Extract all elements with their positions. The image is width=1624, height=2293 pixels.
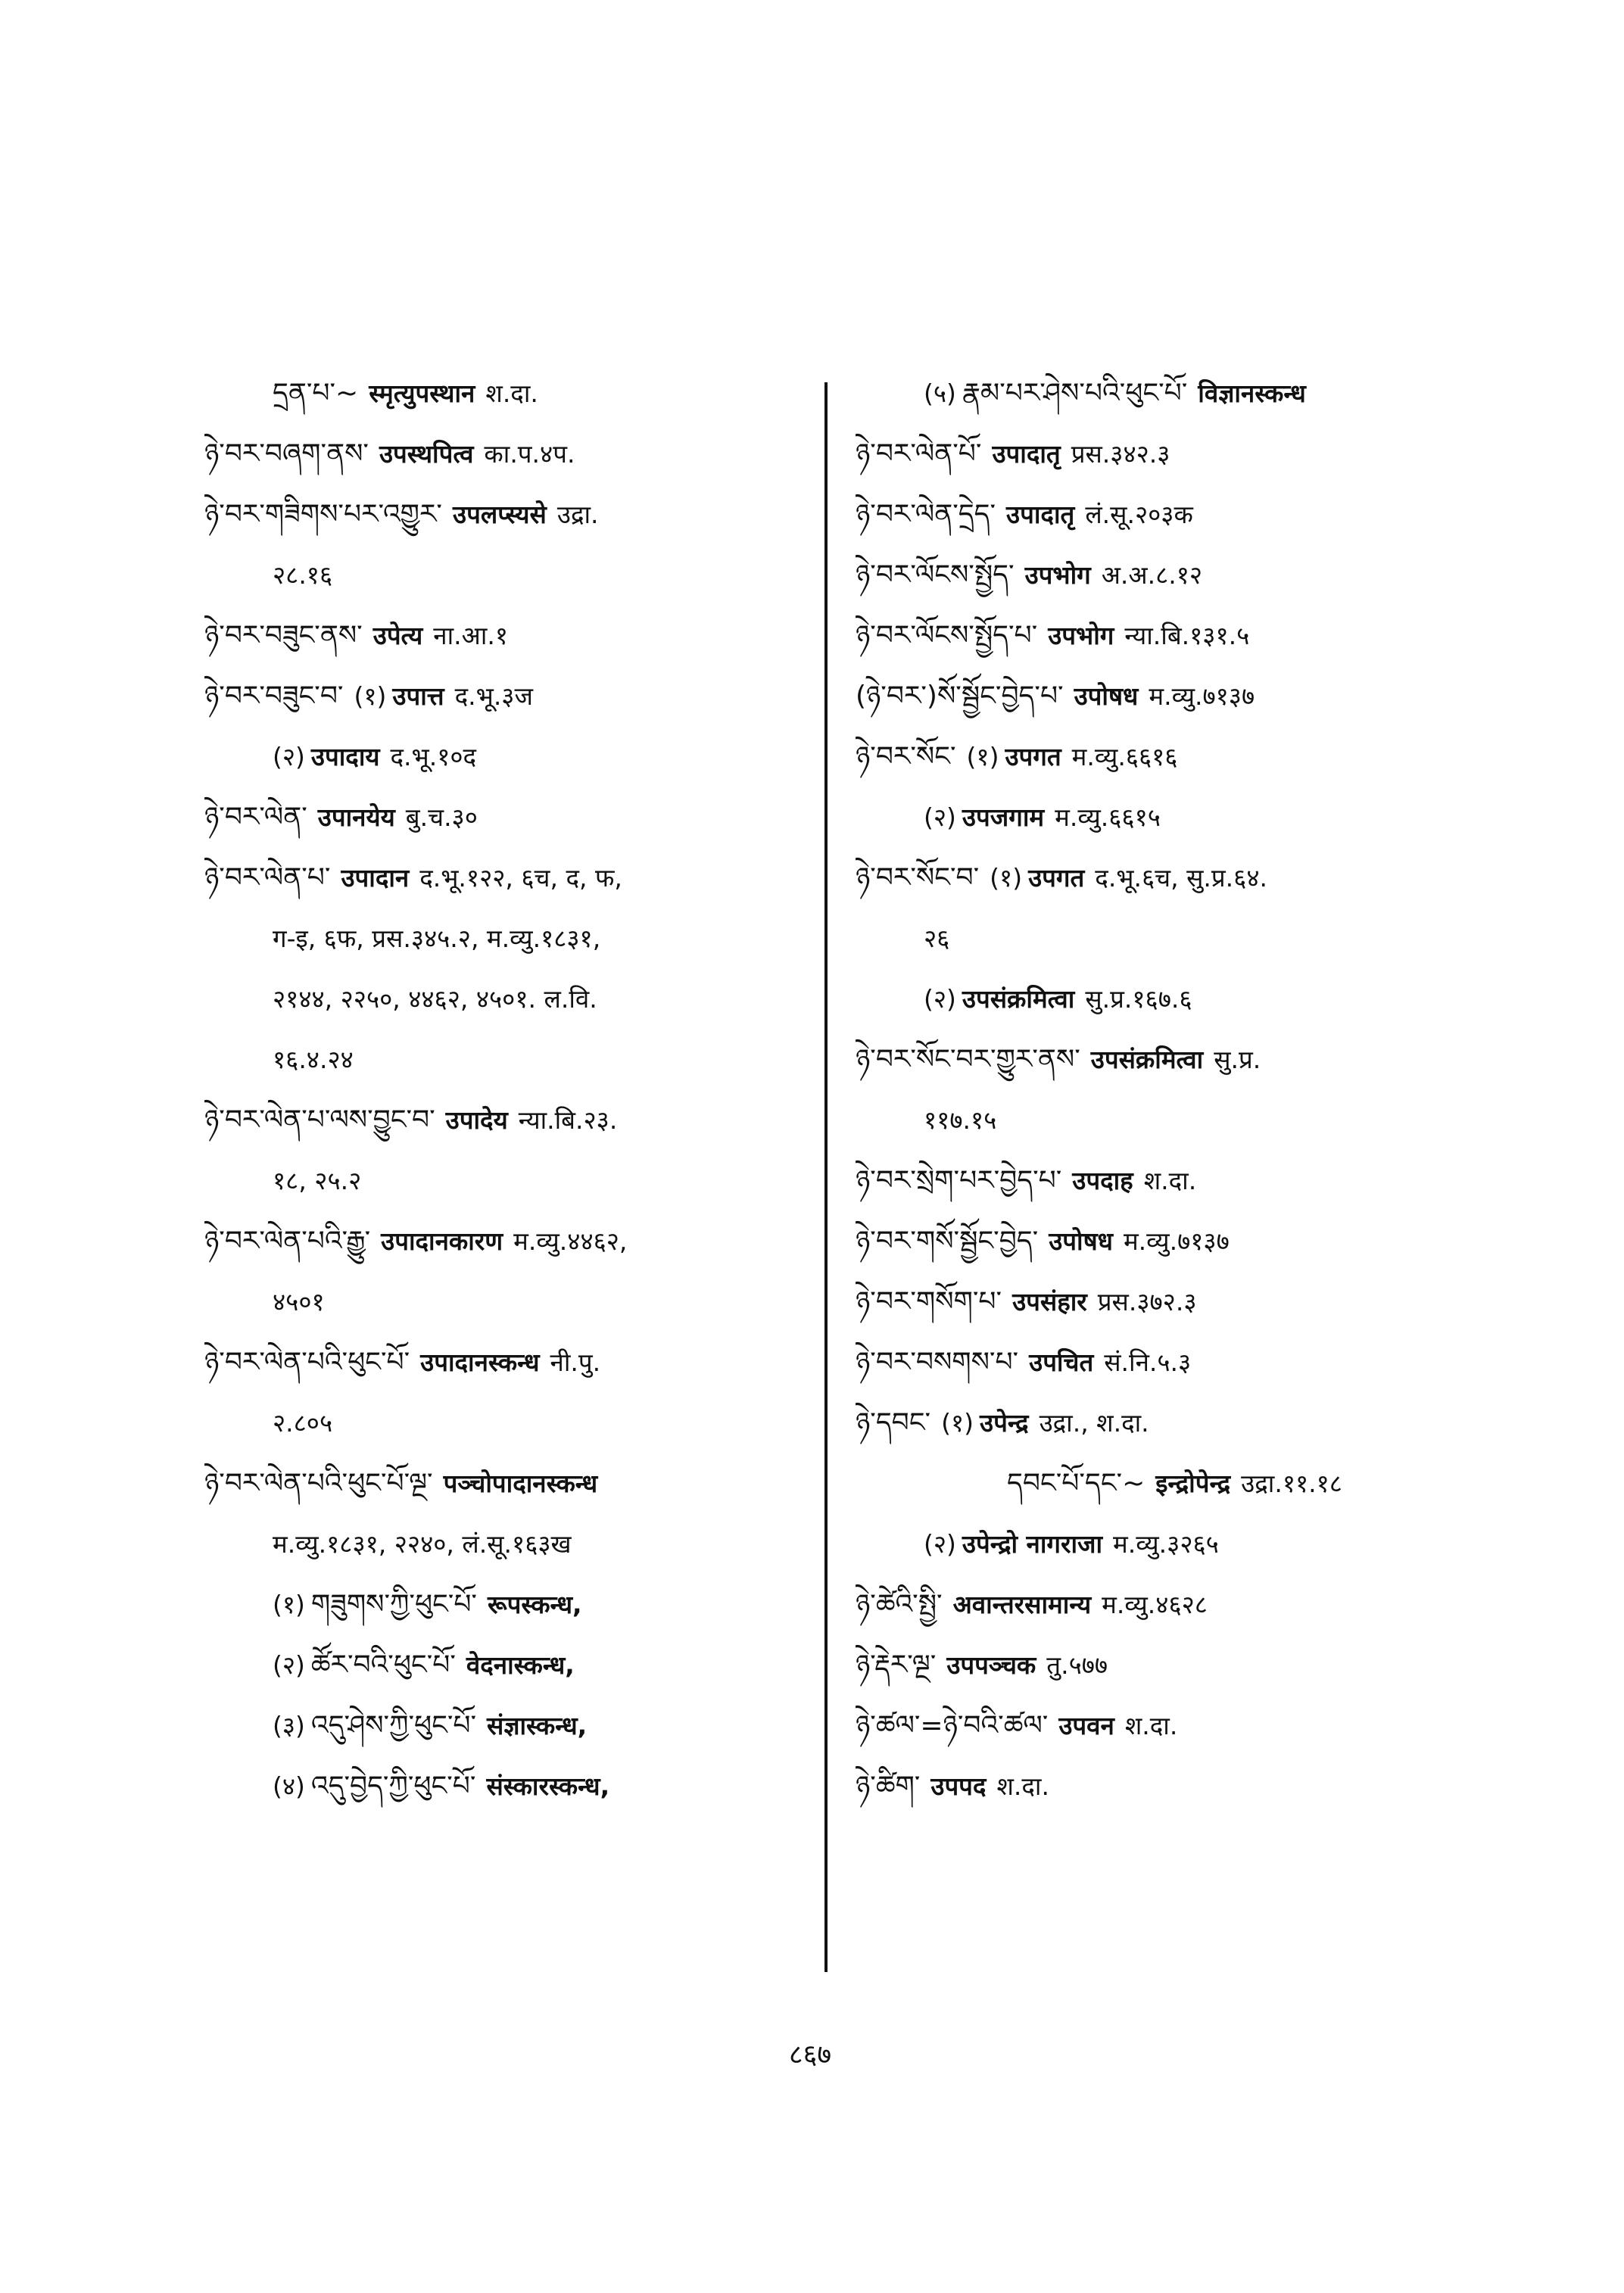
sanskrit-equivalent: उपसंक्रमित्वा	[962, 984, 1075, 1014]
source-reference: उद्रा.११.१८	[1241, 1469, 1342, 1498]
sense-number: (२)	[273, 742, 305, 771]
sense-number: (१)	[273, 1590, 305, 1619]
source-reference: बु.च.३०	[405, 802, 478, 832]
entry-line	[204, 1756, 803, 1817]
entry-line	[856, 1514, 1476, 1575]
source-reference: का.प.४प.	[484, 439, 575, 469]
sanskrit-equivalent: अवान्तरसामान्य	[952, 1590, 1092, 1619]
source-reference: उद्रा., श.दा.	[1039, 1408, 1149, 1438]
sense-number: (१)	[354, 681, 387, 711]
sanskrit-equivalent: रूपस्कन्ध,	[487, 1590, 582, 1619]
sanskrit-equivalent: उपात्त	[392, 681, 444, 711]
sanskrit-equivalent: उपभोग	[1048, 621, 1114, 650]
tibetan-headword: རྣམ་པར་ཤེས་པའི་ཕུང་པོ་	[962, 378, 1188, 409]
entry-line	[856, 1635, 1476, 1696]
entry-line	[204, 666, 803, 727]
source-reference: ४५०१	[273, 1287, 325, 1316]
tibetan-headword: ཉེ་རྡེར་ལྔ་	[856, 1650, 937, 1681]
entry-line	[204, 787, 803, 848]
source-reference: म.व्यु.७१३७	[1149, 681, 1255, 711]
source-reference: उद्रा.	[556, 500, 599, 529]
entry-line	[856, 1393, 1476, 1453]
source-reference: प्रस.३४२.३	[1071, 439, 1170, 469]
sense-number: (१)	[966, 742, 999, 771]
tibetan-headword: (ཉེ་བར་)སོ་སྦྱོང་བྱེད་པ་	[856, 681, 1064, 712]
sense-number: (२)	[273, 1650, 305, 1680]
sanskrit-equivalent: उपादानस्कन्ध	[420, 1347, 540, 1377]
sense-number: (१)	[941, 1408, 974, 1438]
column-divider	[824, 382, 828, 1972]
source-reference: म.व्यु.७१३७	[1123, 1226, 1230, 1256]
source-reference: म.व्यु.४६२८	[1102, 1590, 1208, 1619]
right-column	[856, 363, 1476, 1817]
source-reference: श.दा.	[996, 1771, 1049, 1801]
entry-line	[856, 1332, 1476, 1393]
tibetan-headword: ཉེ་བར་ལེན་	[204, 802, 307, 833]
sanskrit-equivalent: उपेन्द्र	[980, 1408, 1029, 1438]
entry-line	[204, 424, 803, 484]
tibetan-headword: ཉེ་བར་སྲེག་པར་བྱེད་པ་	[856, 1165, 1062, 1196]
sanskrit-equivalent: स्मृत्युपस्थान	[369, 379, 475, 408]
sanskrit-equivalent: उपचित	[1029, 1347, 1094, 1377]
entry-line	[856, 727, 1476, 787]
entry-line	[204, 1332, 803, 1393]
tibetan-headword: ཉེ་བར་སོང་བར་གྱུར་ནས་	[856, 1044, 1080, 1075]
entry-line	[204, 363, 803, 424]
tibetan-headword: དབང་པོ་དང་~	[1007, 1468, 1146, 1499]
tibetan-headword: ཉེ་དབང་	[856, 1407, 931, 1438]
source-reference: द.भू.१२२, ६च, द, फ,	[419, 863, 622, 893]
sense-number: (३)	[273, 1711, 305, 1740]
entry-line	[856, 484, 1476, 545]
entry-line	[856, 1030, 1476, 1090]
entry-line	[856, 1756, 1476, 1817]
tibetan-headword: ཉེ་ཚལ་=ཉེ་བའི་ཚལ་	[856, 1710, 1049, 1741]
entry-line	[856, 1151, 1476, 1211]
entry-line	[856, 424, 1476, 484]
sanskrit-equivalent: संज्ञास्कन्ध,	[487, 1711, 588, 1740]
tibetan-headword: ཉེ་བར་བསགས་པ་	[856, 1347, 1019, 1378]
entry-line	[204, 1090, 803, 1151]
tibetan-headword: ཉེ་བར་སོང་	[856, 741, 956, 772]
tibetan-headword: ཉེ་བར་ལེན་པའི་རྒྱུ་	[204, 1226, 371, 1257]
source-reference: श.दा.	[1124, 1711, 1178, 1740]
tibetan-headword: ཉེ་བར་ལེན་དྲེད་	[856, 499, 996, 530]
sanskrit-equivalent: उपपद	[930, 1771, 987, 1801]
source-reference: श.दा.	[1143, 1166, 1197, 1195]
source-reference: सु.प्र.	[1214, 1045, 1261, 1074]
entry-line	[204, 1453, 803, 1514]
entry-line	[204, 848, 803, 908]
entry-line	[204, 1030, 803, 1090]
tibetan-headword: ཉེ་བར་བཟུང་ནས་	[204, 620, 363, 651]
entry-line	[856, 908, 1476, 969]
tibetan-headword: ཉེ་བར་ལེན་པ་	[204, 862, 331, 893]
tibetan-headword: ཉེ་བར་གཟིགས་པར་འགྱུར་	[204, 499, 442, 530]
sanskrit-equivalent: इन्द्रोपेन्द्र	[1155, 1469, 1231, 1498]
source-reference: द.भू.६च, सु.प्र.६४.	[1095, 863, 1267, 893]
sanskrit-equivalent: उपोषध	[1074, 681, 1139, 711]
entry-line	[856, 969, 1476, 1030]
entry-line	[204, 1211, 803, 1272]
entry-line	[204, 1696, 803, 1756]
source-reference: नी.पु.	[550, 1347, 601, 1377]
sense-number: (२)	[924, 802, 956, 832]
source-reference: म.व्यु.६६१५	[1055, 802, 1161, 832]
source-reference: द.भू.३ज	[454, 681, 533, 711]
source-reference: अ.अ.८.१२	[1101, 560, 1203, 590]
source-reference: ११७.१५	[924, 1105, 997, 1135]
sanskrit-equivalent: उपादाय	[310, 742, 380, 771]
source-reference: २८.१६	[273, 560, 333, 590]
source-reference: श.दा.	[485, 379, 538, 408]
tibetan-headword: ཉེ་བར་ལོངས་སྤྱོད་	[856, 559, 1015, 590]
sanskrit-equivalent: उपपञ्चक	[946, 1650, 1036, 1680]
entry-line	[856, 363, 1476, 424]
source-reference: न्या.बि.२३.	[518, 1105, 618, 1135]
entry-line	[204, 1575, 803, 1635]
sanskrit-equivalent: उपभोग	[1024, 560, 1091, 590]
tibetan-headword: འདུ་བྱེད་ཀྱི་ཕུང་པོ་	[310, 1771, 476, 1802]
entry-line	[856, 848, 1476, 908]
tibetan-headword: ཉེ་བར་བཟུང་བ་	[204, 681, 344, 712]
tibetan-headword: ཉེ་བར་ལོངས་སྤྱོད་པ་	[856, 620, 1038, 651]
sanskrit-equivalent: उपसंहार	[1012, 1287, 1087, 1316]
sense-number: (२)	[924, 984, 956, 1014]
sanskrit-equivalent: उपोषध	[1049, 1226, 1113, 1256]
entry-line	[856, 545, 1476, 606]
sanskrit-equivalent: विज्ञानस्कन्ध	[1198, 379, 1306, 408]
tibetan-headword: ཉེ་ཚིག་	[856, 1771, 921, 1802]
source-reference: सं.नि.५.३	[1104, 1347, 1192, 1377]
source-reference: १८, २५.२	[273, 1166, 362, 1195]
sanskrit-equivalent: उपादेय	[445, 1105, 508, 1135]
entry-line	[204, 1151, 803, 1211]
source-reference: ग-इ, ६फ, प्रस.३४५.२, म.व्यु.१८३१,	[273, 924, 601, 953]
source-reference: १६.४.२४	[273, 1045, 354, 1074]
source-reference: म.व्यु.६६१६	[1071, 742, 1178, 771]
sanskrit-equivalent: उपसंक्रमित्वा	[1090, 1045, 1204, 1074]
entry-line	[204, 969, 803, 1030]
tibetan-headword: འདུ་ཤེས་ཀྱི་ཕུང་པོ་	[310, 1710, 477, 1741]
source-reference: लं.सू.२०३क	[1085, 500, 1193, 529]
tibetan-headword: ཉེ་བར་ལེན་པོ་	[856, 438, 982, 469]
tibetan-headword: ཉེ་བར་ལེན་པ་ལས་བྱུང་བ་	[204, 1104, 435, 1136]
entry-line	[204, 908, 803, 969]
source-reference: न्या.बि.१३१.५	[1124, 621, 1250, 650]
sense-number: (२)	[924, 1529, 956, 1559]
entry-line	[856, 1090, 1476, 1151]
entry-line	[856, 1272, 1476, 1332]
source-reference: २१४४, २२५०, ४४६२, ४५०१. ल.वि.	[273, 984, 597, 1014]
tibetan-headword: ཉེ་ཚེའི་སྤྱི་	[856, 1589, 943, 1620]
entry-line	[856, 606, 1476, 666]
tibetan-headword: ཉེ་བར་སོང་བ་	[856, 862, 980, 893]
source-reference: २६	[924, 924, 950, 953]
tibetan-headword: ཉེ་བར་བཞག་ནས་	[204, 438, 369, 469]
source-reference: म.व्यु.३२६५	[1113, 1529, 1219, 1559]
entry-line	[856, 1575, 1476, 1635]
entry-line	[204, 606, 803, 666]
entry-line	[204, 545, 803, 606]
tibetan-headword: ཚོར་བའི་ཕུང་པོ་	[310, 1650, 456, 1681]
entry-line	[204, 484, 803, 545]
entry-line	[856, 1453, 1476, 1514]
sanskrit-equivalent: उपगत	[1005, 742, 1061, 771]
entry-line	[204, 727, 803, 787]
sanskrit-equivalent: उपेत्य	[372, 621, 423, 650]
entry-line	[856, 1211, 1476, 1272]
source-reference: २.८०५	[273, 1408, 333, 1438]
source-reference: तु.५७७	[1046, 1650, 1108, 1680]
sanskrit-equivalent: उपजगाम	[962, 802, 1045, 832]
source-reference: प्रस.३७२.३	[1097, 1287, 1197, 1316]
sanskrit-equivalent: उपेन्द्रो नागराजा	[962, 1529, 1103, 1559]
left-column	[204, 363, 803, 1817]
sanskrit-equivalent: उपगत	[1028, 863, 1085, 893]
page-number: ८६७	[788, 2039, 832, 2070]
tibetan-headword: ཉེ་བར་ལེན་པའི་ཕུང་པོ་ལྔ་	[204, 1468, 433, 1499]
sanskrit-equivalent: उपवन	[1058, 1711, 1114, 1740]
sanskrit-equivalent: उपादानकारण	[381, 1226, 503, 1256]
sanskrit-equivalent: संस्कारस्कन्ध,	[486, 1771, 610, 1801]
entry-line	[856, 787, 1476, 848]
source-reference: द.भू.१०द	[390, 742, 477, 771]
tibetan-headword: ཉེ་བར་གསོག་པ་	[856, 1286, 1002, 1317]
sanskrit-equivalent: उपस्थपित्व	[379, 439, 474, 469]
sanskrit-equivalent: वेदनास्कन्ध,	[466, 1650, 575, 1680]
source-reference: ना.आ.१	[433, 621, 509, 650]
sanskrit-equivalent: उपानयेय	[317, 802, 395, 832]
entry-line	[856, 1696, 1476, 1756]
source-reference: म.व्यु.१८३१, २२४०, लं.सू.१६३ख	[273, 1529, 572, 1559]
sanskrit-equivalent: उपादातृ	[1006, 500, 1075, 529]
sanskrit-equivalent: उपादान	[341, 863, 410, 893]
sanskrit-equivalent: उपदाह	[1072, 1166, 1133, 1195]
tibetan-headword: ཉེ་བར་ལེན་པའི་ཕུང་པོ་	[204, 1347, 410, 1378]
entry-line	[204, 1514, 803, 1575]
source-reference: सु.प्र.१६७.६	[1085, 984, 1192, 1014]
sense-number: (४)	[273, 1771, 305, 1801]
sense-number: (५)	[924, 379, 956, 408]
sense-number: (१)	[990, 863, 1023, 893]
sanskrit-equivalent: उपादातृ	[992, 439, 1061, 469]
tibetan-headword: ཉེ་བར་གསོ་སྦྱོང་བྱེད་	[856, 1226, 1039, 1257]
sanskrit-equivalent: पञ्चोपादानस्कन्ध	[443, 1469, 598, 1498]
entry-line	[204, 1393, 803, 1453]
entry-line	[204, 1272, 803, 1332]
entry-line	[856, 666, 1476, 727]
source-reference: म.व्यु.४४६२,	[513, 1226, 628, 1256]
tibetan-headword: དྲན་པ་~	[273, 378, 359, 409]
sanskrit-equivalent: उपलप्स्यसे	[453, 500, 547, 529]
tibetan-headword: གཟུགས་ཀྱི་ཕུང་པོ་	[310, 1589, 477, 1620]
entry-line	[204, 1635, 803, 1696]
